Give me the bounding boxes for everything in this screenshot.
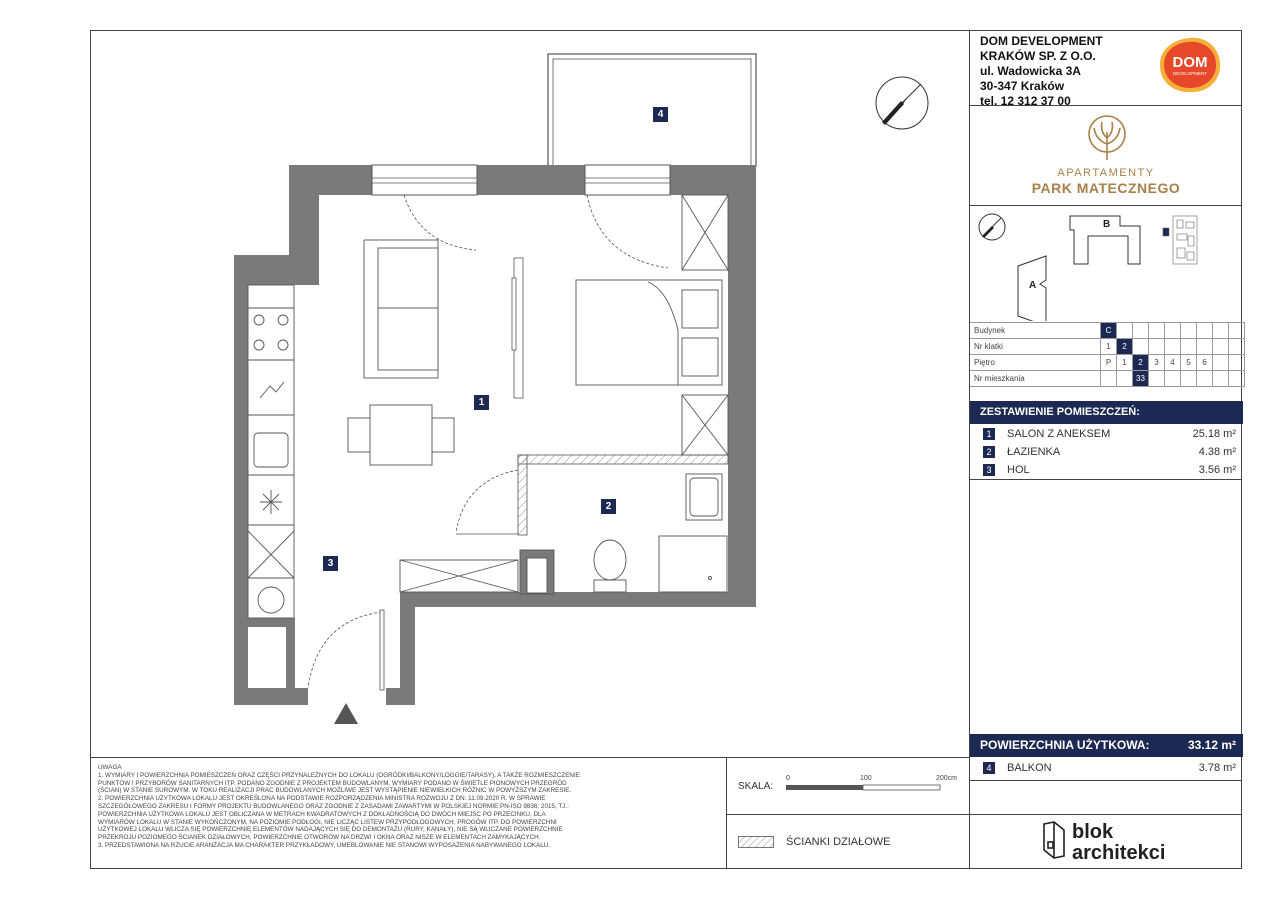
architect-name bbox=[1072, 822, 1165, 864]
room-area: 25.18 m² bbox=[1192, 428, 1236, 440]
info-cell bbox=[1229, 355, 1245, 371]
info-cell: C bbox=[1101, 323, 1117, 339]
legend-label: ŚCIANKI DZIAŁOWE bbox=[786, 836, 891, 848]
site-compass bbox=[979, 214, 1005, 240]
walls bbox=[234, 165, 756, 705]
scale-tick: 200cm bbox=[936, 775, 958, 782]
developer-street: ul. Wadowicka 3A bbox=[980, 64, 1081, 78]
project-name-line2: PARK MATECZNEGO bbox=[1031, 180, 1181, 196]
info-cell: 33 bbox=[1133, 371, 1149, 387]
building-a-label: A bbox=[1029, 280, 1037, 291]
scale-tick: 100 bbox=[860, 775, 872, 782]
room-label-1: 1 bbox=[474, 395, 489, 410]
dom-development-logo bbox=[1158, 36, 1222, 94]
room-name: HOL bbox=[1007, 464, 1030, 476]
blok-architekci-logo-icon bbox=[1040, 820, 1068, 860]
info-cell bbox=[1181, 371, 1197, 387]
kitchen bbox=[248, 285, 294, 618]
info-cell bbox=[1181, 339, 1197, 355]
wall-left bbox=[234, 255, 248, 705]
info-cell bbox=[1181, 323, 1197, 339]
note-line: WYMIARÓW LOKALU W STANIE WYKOŃCZONYM, NA POZIOMIE PODŁOGI, NIE LICZĄC LISTEW PRZYPODŁOGOWYCH, PROGÓW ITP. DO POWIERZCHNI bbox=[98, 818, 557, 826]
sofa bbox=[364, 240, 438, 378]
balcony-outline bbox=[548, 54, 756, 166]
room-name: SALON Z ANEKSEM bbox=[1007, 428, 1111, 440]
door-swing-right bbox=[587, 195, 668, 268]
info-cell: 2 bbox=[1133, 355, 1149, 371]
info-row bbox=[970, 371, 1245, 387]
info-cell bbox=[1197, 339, 1213, 355]
room-name: BALKON bbox=[1007, 762, 1052, 774]
scale-bar bbox=[786, 784, 941, 792]
wall-bottom-left bbox=[234, 688, 308, 705]
site-minimap bbox=[1163, 216, 1197, 264]
notes bbox=[98, 764, 722, 850]
note-line: 2. POWIERZCHNIA UŻYTKOWA LOKALU JEST OKREŚLONA NA PODSTAWIE ROZPORZĄDZENIA MINISTRA ROZWOJU Z DN. 11.09.2020 R. W SPRAWIE bbox=[98, 795, 546, 803]
bathroom-fixtures bbox=[520, 474, 727, 594]
tree-logo-icon bbox=[1086, 114, 1128, 162]
floor-plan bbox=[91, 31, 969, 757]
wall-entry-stub bbox=[386, 688, 415, 705]
panel-line bbox=[969, 780, 1242, 781]
info-cell bbox=[1229, 371, 1245, 387]
wall-bottom-right bbox=[400, 592, 756, 607]
logo-subtext: DEVELOPMENT bbox=[1172, 71, 1208, 76]
room-name: ŁAZIENKA bbox=[1007, 446, 1061, 458]
info-cell bbox=[1165, 371, 1181, 387]
notes-divider bbox=[726, 757, 727, 869]
developer-name-2: KRAKÓW SP. Z O.O. bbox=[980, 49, 1096, 63]
room-number: 1 bbox=[983, 428, 995, 440]
room-number: 2 bbox=[983, 446, 995, 458]
developer-info bbox=[980, 34, 1103, 109]
info-cell bbox=[1213, 355, 1229, 371]
note-line: (ŚCIAN) W STANIE SUROWYM. W TOKU REALIZACJI PRAC BUDOWLANYCH MOŻLIWE JEST WYSTĄPIENIE NIEWIELKICH RÓŻNIC W POWYŻSZYM ZAKRESIE. bbox=[98, 787, 572, 795]
info-cell bbox=[1213, 323, 1229, 339]
building-b-label: B bbox=[1103, 219, 1111, 230]
info-cell: 6 bbox=[1197, 355, 1213, 371]
info-cell bbox=[1229, 339, 1245, 355]
note-line: POWIERZCHNIA UŻYTKOWA LOKALU JEST OBLICZANA W METRACH KWADRATOWYCH Z DOKŁADNOŚCIĄ DO DWÓCH MIEJSC PO PRZECINKU, DLA bbox=[98, 810, 546, 818]
wall-top bbox=[289, 165, 756, 195]
info-cell bbox=[1165, 323, 1181, 339]
partition-bath bbox=[518, 455, 728, 464]
dining-table bbox=[348, 405, 454, 465]
scale-label: SKALA: bbox=[738, 781, 774, 792]
wall-kitchen-side bbox=[286, 618, 295, 688]
info-cell bbox=[1229, 323, 1245, 339]
info-cell bbox=[1133, 323, 1149, 339]
footer-divider bbox=[90, 757, 969, 758]
info-cell: 5 bbox=[1181, 355, 1197, 371]
scale-divider bbox=[726, 814, 969, 815]
note-line: PUNKTÓW I PRZYBORÓW SANITARNYCH ITP. PODANO ZGODNIE Z PROJEKTEM BUDOWLANYM. WYMIARY PODANO W ŚWIETLE PIONOWYCH PRZEGRÓD bbox=[98, 779, 567, 787]
project-name-line1: APARTAMENTY bbox=[1057, 167, 1155, 179]
info-row bbox=[970, 355, 1245, 371]
info-row-label: Budynek bbox=[970, 323, 1101, 339]
developer-city: 30-347 Kraków bbox=[980, 79, 1065, 93]
architect-line1: blok bbox=[1072, 821, 1114, 843]
info-row-label: Nr mieszkania bbox=[970, 371, 1101, 387]
room-label-3: 3 bbox=[323, 556, 338, 571]
entrance-marker bbox=[334, 703, 358, 724]
developer-name: DOM DEVELOPMENT bbox=[980, 34, 1103, 48]
partition-bath-side bbox=[518, 455, 527, 535]
panel-line bbox=[969, 814, 1242, 815]
total-area-bar bbox=[970, 734, 1243, 757]
note-line: UŻYTKOWEJ LOKALU WLICZA SIĘ POWIERZCHNIĘ ELEMENTÓW NADAJĄCYCH SIĘ DO DEMONTAŻU (RURY, KANAŁY), NIE SĄ WLICZANE POWIERZCHNIE bbox=[98, 826, 563, 834]
info-cell bbox=[1165, 339, 1181, 355]
developer-phone: tel. 12 312 37 00 bbox=[980, 94, 1071, 108]
room-row bbox=[970, 425, 1243, 443]
window-right bbox=[585, 165, 670, 195]
info-cell: 3 bbox=[1149, 355, 1165, 371]
panel-line bbox=[969, 479, 1242, 480]
room-label-4: 4 bbox=[653, 107, 668, 122]
info-cell: 2 bbox=[1117, 339, 1133, 355]
info-cell bbox=[1197, 323, 1213, 339]
info-cell bbox=[1213, 339, 1229, 355]
scale-tick: 0 bbox=[786, 775, 790, 782]
info-cell bbox=[1133, 339, 1149, 355]
notes-title: UWAGA bbox=[98, 764, 122, 771]
room-area: 3.78 m² bbox=[1198, 762, 1236, 774]
door-swing-entry bbox=[308, 612, 382, 688]
info-cell bbox=[1101, 371, 1117, 387]
door-swing-bath bbox=[456, 470, 518, 532]
room-label-2: 2 bbox=[601, 499, 616, 514]
note-line: SZCZEGÓŁOWEGO ZAKRESU I FORMY PROJEKTU BUDOWLANEGO ORAZ ZGODNIE Z ZASADAMI ZAWARTYMI W POLSKIEJ NORMIE PN-ISO 9836: 2015, TJ.: bbox=[98, 802, 569, 810]
note-line: 1. WYMIARY I POWIERZCHNIA POMIESZCZEŃ ORAZ CZĘŚCI PRZYNALEŻNYCH DO LOKALU (OGRÓDKI/BALKONY/LOGGIE/TARASY), A TAKŻE ROZMIESZCZENIE bbox=[98, 771, 580, 779]
rooms-header: ZESTAWIENIE POMIESZCZEŃ: bbox=[970, 401, 1243, 424]
room-area: 3.56 m² bbox=[1198, 464, 1236, 476]
total-area-value: 33.12 m² bbox=[1187, 738, 1236, 752]
note-line: 3. PRZEDSTAWIONA NA RZUCIE ARANŻACJA MA CHARAKTER PRZYKŁADOWY, UMEBLOWANIE NIE STANOWI WYPOSAŻENIA NABYWANEGO LOKALU. bbox=[98, 841, 551, 849]
logo-text: DOM bbox=[1172, 54, 1208, 71]
note-line: PRZEKROJU POZIOMEGO ŚCIANEK DZIAŁOWYCH, POWIERZCHNIE OTWORÓW NA DRZWI I OKNA ORAZ NISZE W ELEMENTACH ZAMYKAJĄCYCH. bbox=[98, 834, 541, 842]
info-cell: P bbox=[1101, 355, 1117, 371]
info-row-label: Nr klatki bbox=[970, 339, 1101, 355]
info-row bbox=[970, 323, 1245, 339]
wall-right bbox=[728, 165, 756, 607]
room-area: 4.38 m² bbox=[1198, 446, 1236, 458]
room-number: 3 bbox=[983, 464, 995, 476]
info-cell bbox=[1149, 323, 1165, 339]
info-cell bbox=[1149, 339, 1165, 355]
info-cell bbox=[1117, 371, 1133, 387]
info-cell bbox=[1117, 323, 1133, 339]
total-area-label: POWIERZCHNIA UŻYTKOWA: bbox=[980, 738, 1150, 752]
info-row-label: Piętro bbox=[970, 355, 1101, 371]
window-left bbox=[372, 165, 477, 195]
room-row bbox=[970, 443, 1243, 461]
hall-cabinet bbox=[400, 560, 518, 592]
info-cell: 1 bbox=[1117, 355, 1133, 371]
room-row bbox=[970, 461, 1243, 479]
hatch-legend-swatch bbox=[738, 836, 774, 848]
info-cell: 4 bbox=[1165, 355, 1181, 371]
architect-line2: architekci bbox=[1072, 842, 1166, 864]
bed bbox=[576, 280, 722, 385]
north-compass bbox=[876, 77, 928, 129]
info-cell: 1 bbox=[1101, 339, 1117, 355]
info-table bbox=[970, 322, 1245, 387]
balcony-row bbox=[970, 759, 1243, 777]
room-number: 4 bbox=[983, 762, 995, 774]
info-cell bbox=[1197, 371, 1213, 387]
info-cell bbox=[1149, 371, 1165, 387]
info-row bbox=[970, 339, 1245, 355]
info-cell bbox=[1213, 371, 1229, 387]
